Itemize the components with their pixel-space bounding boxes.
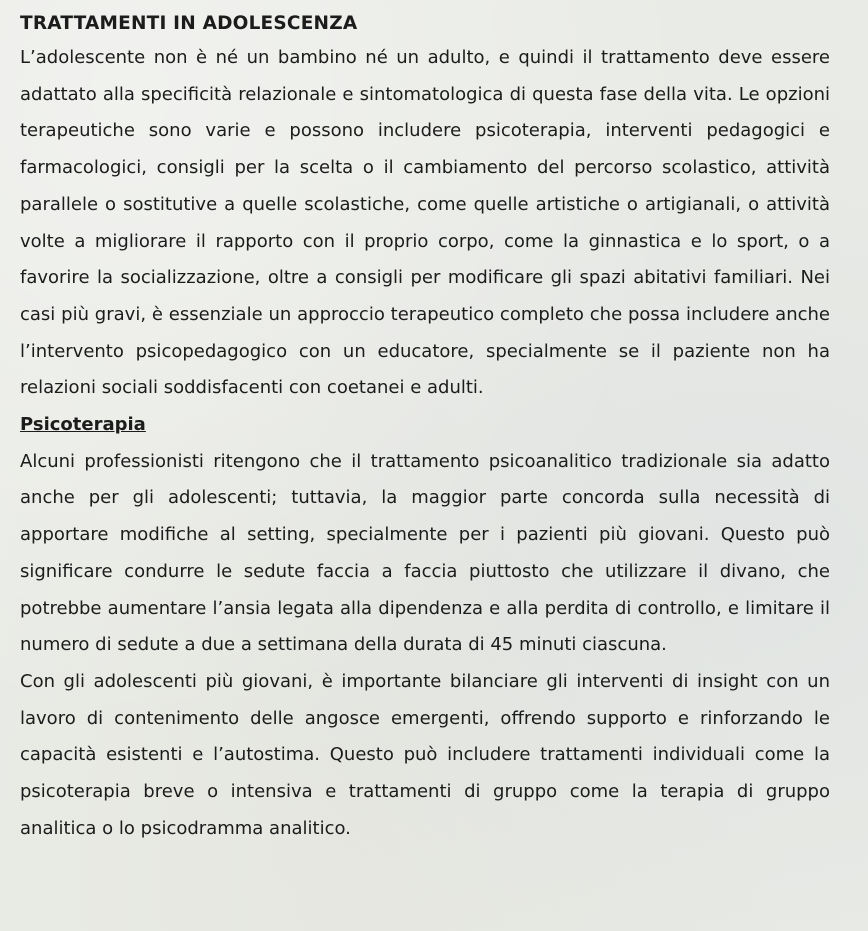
section-heading-psicoterapia: Psicoterapia: [20, 414, 146, 436]
psicoterapia-paragraph-2: Con gli adolescenti più giovani, è importante bilanciare gli interventi di insight con un lavoro di contenimento delle angosce emergenti, offrendo supporto e rinforzando le capacità esistenti e l’autostima. Questo può includere trattamenti individuali come la psicoterapia breve o intensiva e trattamenti di gruppo come la terapia di gruppo analitica o lo psicodramma analitico.: [20, 670, 830, 839]
psicoterapia-paragraph-1: Alcuni professionisti ritengono che il trattamento psicoanalitico tradizionale sia adatto anche per gli adolescenti; tuttavia, la maggior parte concorda sulla necessità di apportare modifiche al setting, specialmente per i pazienti più giovani. Questo può significare condurre le sedute faccia a faccia piuttosto che utilizzare il divano, che potrebbe aumentare l’ansia legata alla dipendenza e alla perdita di controllo, e limitare il numero di sedute a due a settimana della durata di 45 minuti ciascuna.: [20, 450, 830, 656]
page-title: TRATTAMENTI IN ADOLESCENZA: [20, 13, 358, 34]
intro-paragraph: L’adolescente non è né un bambino né un adulto, e quindi il trattamento deve essere adattato alla specificità relazionale e sintomatologica di questa fase della vita. Le opzioni terapeutiche sono varie e possono includere psicoterapia, interventi pedagogici e farmacologici, consigli per la scelta o il cambiamento del percorso scolastico, attività parallele o sostitutive a quelle scolastiche, come quelle artistiche o artigianali, o attività volte a migliorare il rapporto con il proprio corpo, come la ginnastica e lo sport, o a favorire la socializzazione, oltre a consigli per modificare gli spazi abitativi familiari. Nei casi più gravi, è essenziale un approccio terapeutico completo che possa includere anche l’intervento psicopedagogico con un educatore, specialmente se il paziente non ha relazioni sociali soddisfacenti con coetanei e adulti.: [20, 47, 830, 399]
